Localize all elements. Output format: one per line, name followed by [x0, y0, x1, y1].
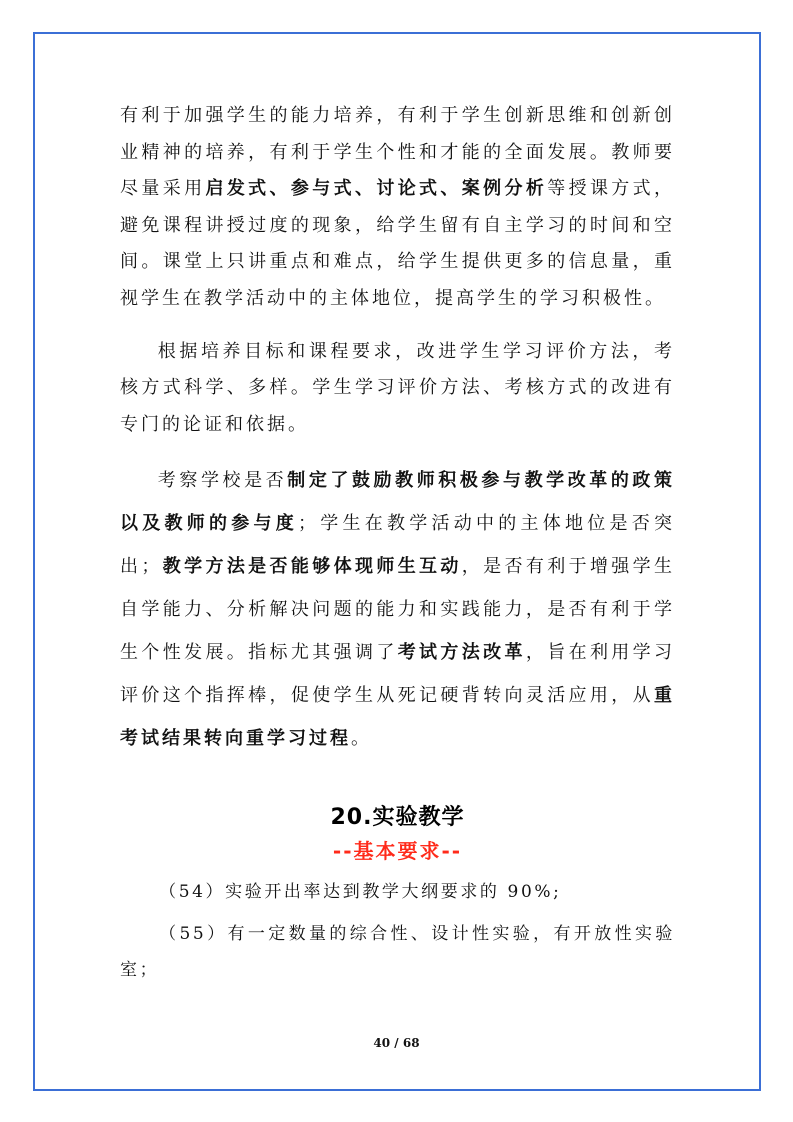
- requirement-55: （55）有一定数量的综合性、设计性实验，有开放性实验室；: [120, 924, 675, 981]
- paragraph-inspection: [120, 459, 675, 760]
- para3-bold-interaction: 教学方法是否能够体现师生互动: [162, 556, 462, 578]
- document-content: [120, 98, 675, 994]
- para3-text-5: 。: [351, 728, 372, 750]
- page-number: 40 / 68: [373, 1036, 420, 1050]
- section-subtitle: --基本要求--: [332, 839, 463, 864]
- para3-text-2: ；学生在教学活动中的主体地位是否突出；: [120, 513, 675, 578]
- para1-text-2: 等授课方式，避免课程讲授过度的现象，给学生留有自主学习的时间和空间。课堂上只讲重点和难点，给学生提供更多的信息量，重视学生在教学活动中的主体地位，提高学生的学习积极性。: [120, 178, 676, 309]
- requirement-54: （54）实验开出率达到教学大纲要求的 90%;: [159, 882, 562, 903]
- para3-text-1: 考察学校是否: [157, 470, 288, 492]
- paragraph-assessment: 根据培养目标和课程要求，改进学生学习评价方法，考核方式科学、多样。学生学习评价方法、考核方式的改进有专门的论证和依据。: [120, 340, 675, 435]
- para1-text-1: 有利于加强学生的能力培养，有利于学生创新思维和创新创业精神的培养，有利于学生个性和才能的全面发展。教师要尽量采用: [120, 105, 675, 200]
- paragraph-teaching-methods: [120, 98, 675, 318]
- para1-bold-methods: 启发式、参与式、讨论式、案例分析: [205, 178, 548, 200]
- para3-text-4: ，旨在利用学习评价这个指挥棒，促使学生从死记硬背转向灵活应用，从: [120, 642, 676, 707]
- para3-bold-process: 重考试结果转向重学习过程: [120, 685, 675, 750]
- section-title: 20.实验教学: [330, 805, 465, 831]
- para3-bold-policy: 制定了鼓励教师积极参与教学改革的政策以及教师的参与度: [120, 470, 676, 535]
- para3-text-3: ，是否有利于增强学生自学能力、分析解决问题的能力和实践能力，是否有利于学生个性发展。指标尤其强调了: [120, 556, 676, 664]
- para3-bold-exam-reform: 考试方法改革: [397, 642, 526, 664]
